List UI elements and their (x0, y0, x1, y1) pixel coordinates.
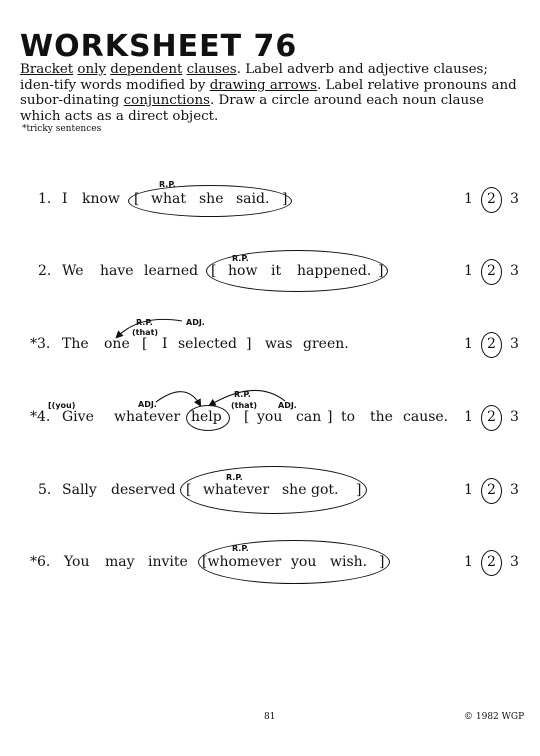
score-2: 2 (487, 409, 496, 425)
bracket-open: [ (142, 336, 148, 352)
noun-clause-circle (128, 185, 292, 217)
word: I (162, 336, 168, 352)
word: help (191, 409, 222, 425)
word: it (271, 263, 282, 279)
rp-label: R.P. (232, 254, 249, 263)
bracket-close: ] (327, 409, 333, 425)
word: know (82, 191, 120, 207)
instr-drawing-arrows: drawing arrows (209, 77, 318, 93)
score-3: 3 (510, 191, 519, 207)
sentence-2 (0, 254, 540, 293)
instr-text-2: . Label relative pronouns and subor-dinating (20, 77, 517, 108)
rp-label: R.P. (159, 180, 176, 189)
word: selected (178, 336, 237, 352)
score-2: 2 (487, 191, 496, 207)
score-3: 3 (510, 409, 519, 425)
instr-bracket: Bracket (20, 62, 74, 77)
bracket-open: [ (244, 409, 250, 425)
sentence-5 (0, 473, 540, 512)
sentence-number: 5. (38, 482, 52, 498)
sentence-4 (0, 390, 540, 439)
score-circle (481, 478, 502, 504)
word: she (282, 482, 307, 498)
word: one (104, 336, 130, 352)
score-1: 1 (464, 263, 473, 279)
noun-clause-circle (206, 250, 388, 292)
word: green. (303, 336, 349, 352)
score-3: 3 (510, 482, 519, 498)
score-circle (481, 550, 502, 576)
score-3: 3 (510, 336, 519, 352)
score-circle (481, 259, 502, 285)
bracket-close: ] (356, 482, 362, 498)
sentence-1 (0, 180, 540, 221)
bracket-word: [whomever (202, 554, 282, 570)
instr-text-1: . Label adverb and adjective clauses; iden-tify words modified by (20, 62, 488, 93)
score-2: 2 (487, 554, 496, 570)
word: whatever (203, 482, 270, 498)
instr-clauses: clauses (186, 62, 237, 77)
word: learned (144, 263, 199, 279)
word: We (62, 263, 84, 279)
word: you (257, 409, 283, 425)
worksheet-title: WORKSHEET 76 (20, 29, 298, 64)
that-label: (that) (132, 328, 159, 337)
score-circle (481, 187, 502, 213)
adj-label: ADJ. (278, 401, 297, 410)
bracket-close: ] (246, 336, 252, 352)
score-3: 3 (510, 554, 519, 570)
sentence-number: *4. (30, 409, 51, 425)
sentence-6 (0, 544, 540, 584)
rp-label: R.P. (234, 390, 251, 399)
word: You (64, 554, 90, 570)
score-1: 1 (464, 482, 473, 498)
noun-clause-circle (180, 466, 367, 514)
word: invite (148, 554, 188, 570)
sentence-number: *3. (30, 336, 51, 352)
word: may (105, 554, 135, 570)
instr-dependent: dependent (110, 62, 183, 77)
word: Sally (62, 482, 97, 498)
sentence-number: 1. (38, 191, 52, 207)
score-circle (481, 405, 502, 431)
you-label: [(you) (48, 401, 76, 410)
word: to (341, 409, 356, 425)
word: the (370, 409, 393, 425)
score-2: 2 (487, 263, 496, 279)
word: have (100, 263, 134, 279)
score-1: 1 (464, 336, 473, 352)
bracket-open: [ (134, 191, 140, 207)
sentence-number: 2. (38, 263, 52, 279)
word: can (296, 409, 322, 425)
bracket-close: ] (378, 263, 384, 279)
instr-conjunctions: conjunctions (123, 93, 210, 108)
word: you (291, 554, 317, 570)
word: happened. (297, 263, 372, 279)
score-1: 1 (464, 554, 473, 570)
help-circle (186, 405, 230, 431)
word: cause. (403, 409, 449, 425)
instr-only: only (77, 62, 106, 77)
word: The (62, 336, 89, 352)
noun-clause-circle (198, 540, 390, 584)
word: I (62, 191, 68, 207)
rp-label: R.P. (232, 544, 249, 553)
page-number: 81 (264, 712, 276, 722)
bracket-close: ] (282, 191, 288, 207)
score-2: 2 (487, 482, 496, 498)
tricky-note: *tricky sentences (22, 124, 102, 134)
sentence-3 (0, 318, 540, 366)
score-1: 1 (464, 409, 473, 425)
word: she (199, 191, 224, 207)
copyright: © 1982 WGP (464, 712, 525, 722)
score-1: 1 (464, 191, 473, 207)
score-2: 2 (487, 336, 496, 352)
rp-label: R.P. (136, 318, 153, 327)
word: said. (236, 191, 270, 207)
adj-label: ADJ. (138, 400, 157, 409)
word: got. (311, 482, 339, 498)
bracket-open: [ (211, 263, 217, 279)
score-3: 3 (510, 263, 519, 279)
word: was (265, 336, 293, 352)
that-label: (that) (231, 401, 258, 410)
arrow-s4-whatever (156, 392, 200, 405)
score-circle (481, 332, 502, 358)
word: wish. (330, 554, 368, 570)
rp-label: R.P. (226, 473, 243, 482)
word: what (151, 191, 186, 207)
instructions (20, 62, 525, 124)
word: deserved (111, 482, 176, 498)
word: whatever (114, 409, 181, 425)
word: how (228, 263, 258, 279)
word: Give (62, 409, 94, 425)
bracket-open: [ (186, 482, 192, 498)
sentence-number: *6. (30, 554, 51, 570)
instr-text-3: . Draw a circle around each noun clause which acts as a direct object. (20, 93, 484, 124)
bracket-close: ] (379, 554, 385, 570)
adj-label: ADJ. (186, 318, 205, 327)
